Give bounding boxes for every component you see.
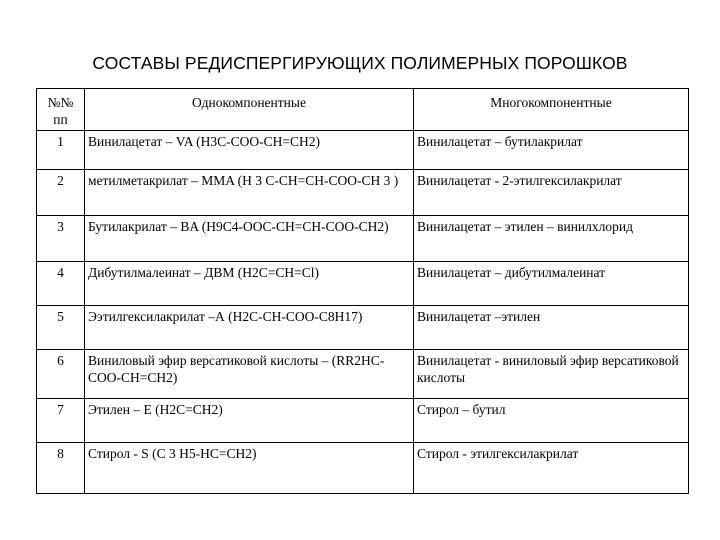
multi-component-cell: Винилацетат - 2-этилгексилакрилат bbox=[414, 170, 689, 216]
table-row bbox=[37, 399, 689, 443]
table-row bbox=[37, 170, 689, 216]
single-component-cell: Стирол - S (C 3 H5-HC=CH2) bbox=[85, 443, 414, 494]
row-num: 4 bbox=[37, 262, 85, 306]
single-component-cell: Винилацетат – VA (H3C-COO-CH=CH2) bbox=[85, 131, 414, 170]
single-component-cell: Виниловый эфир версатиковой кислоты – (RR2HC-COO-CH=CH2) bbox=[85, 350, 414, 399]
multi-component-cell: Винилацетат – этилен – винилхлорид bbox=[414, 216, 689, 262]
table-row bbox=[37, 216, 689, 262]
single-component-cell: Бутилакрилат – BA (H9C4-OOC-CH=CH-COO-CH2) bbox=[85, 216, 414, 262]
row-num: 6 bbox=[37, 350, 85, 399]
row-num: 5 bbox=[37, 306, 85, 350]
header-single-component: Однокомпонентные bbox=[85, 89, 414, 131]
multi-component-cell: Стирол - этилгексилакрилат bbox=[414, 443, 689, 494]
single-component-cell: Дибутилмалеинат – ДВМ (H2C=CH=Cl) bbox=[85, 262, 414, 306]
row-num: 2 bbox=[37, 170, 85, 216]
row-num: 8 bbox=[37, 443, 85, 494]
compositions-table bbox=[36, 88, 689, 494]
multi-component-cell: Винилацетат – бутилакрилат bbox=[414, 131, 689, 170]
multi-component-cell: Стирол – бутил bbox=[414, 399, 689, 443]
multi-component-cell: Винилацетат - виниловый эфир версатиковой кислоты bbox=[414, 350, 689, 399]
single-component-cell: метилметакрилат – MMA (H 3 C-CH=CH-COO-CH 3 ) bbox=[85, 170, 414, 216]
header-num: №№ пп bbox=[37, 89, 85, 131]
table-row bbox=[37, 350, 689, 399]
multi-component-cell: Винилацетат – дибутилмалеинат bbox=[414, 262, 689, 306]
table-row bbox=[37, 262, 689, 306]
table-row bbox=[37, 131, 689, 170]
table-row bbox=[37, 306, 689, 350]
header-multi-component: Многокомпонентные bbox=[414, 89, 689, 131]
header-row bbox=[37, 89, 689, 131]
table-row bbox=[37, 443, 689, 494]
page-title: СОСТАВЫ РЕДИСПЕРГИРУЮЩИХ ПОЛИМЕРНЫХ ПОРОШКОВ bbox=[92, 53, 628, 73]
row-num: 7 bbox=[37, 399, 85, 443]
multi-component-cell: Винилацетат –этилен bbox=[414, 306, 689, 350]
single-component-cell: Этилен – E (H2C=CH2) bbox=[85, 399, 414, 443]
row-num: 3 bbox=[37, 216, 85, 262]
single-component-cell: Ээтилгексилакрилат –А (H2C-CH-COO-C8H17) bbox=[85, 306, 414, 350]
row-num: 1 bbox=[37, 131, 85, 170]
